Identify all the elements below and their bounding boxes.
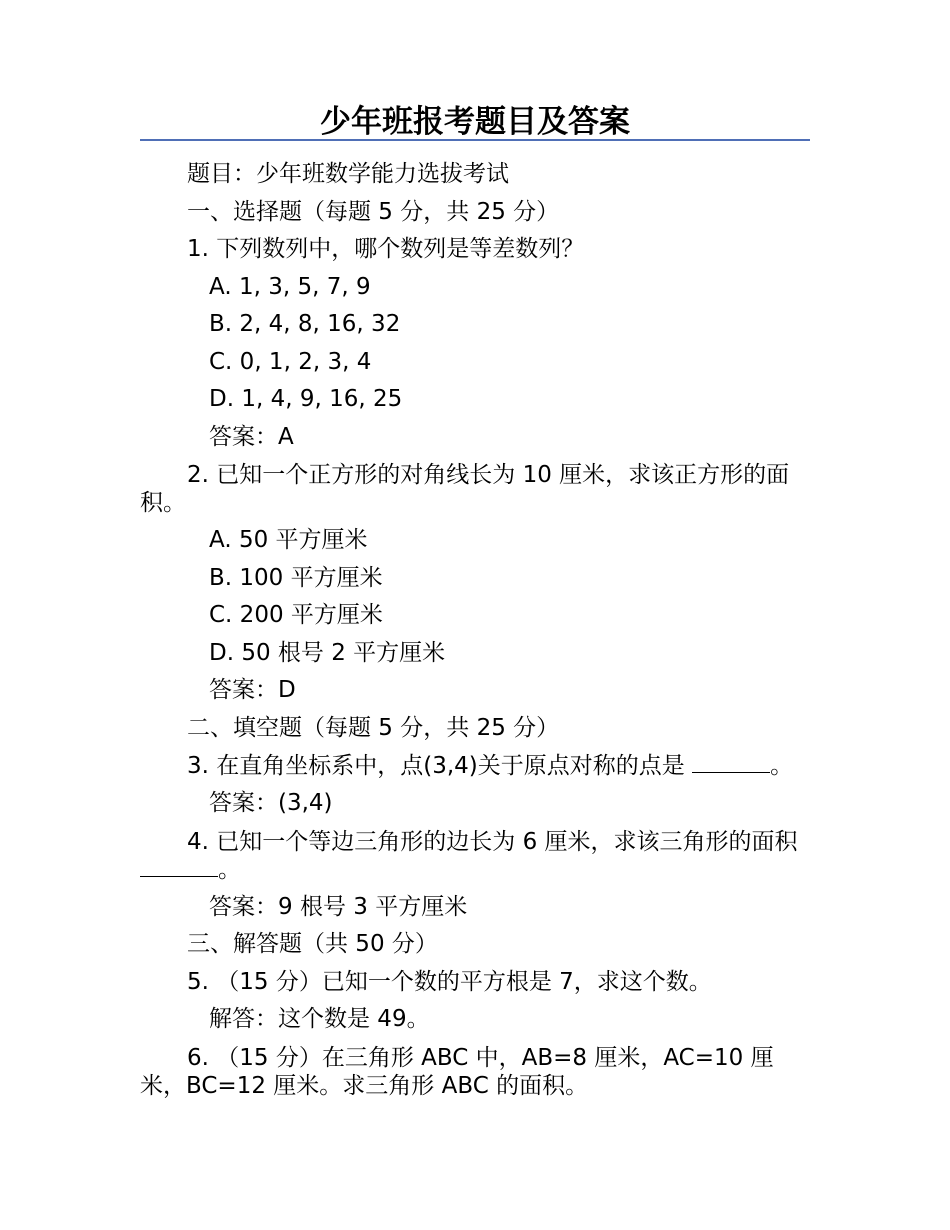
question-1-option-c: C. 0, 1, 2, 3, 4 xyxy=(209,348,372,375)
document-title: 少年班报考题目及答案 xyxy=(320,104,630,140)
question-4-answer: 答案：9 根号 3 平方厘米 xyxy=(209,893,468,920)
question-1-option-a: A. 1, 3, 5, 7, 9 xyxy=(209,273,371,300)
question-2-stem: 2. 已知一个正方形的对角线长为 10 厘米，求该正方形的面积。 xyxy=(140,462,790,516)
title-underline xyxy=(140,139,810,141)
question-3-stem xyxy=(140,747,812,785)
question-2-answer: 答案：D xyxy=(209,677,296,703)
question-2-option-a: A. 50 平方厘米 xyxy=(209,527,368,553)
question-1-option-b: B. 2, 4, 8, 16, 32 xyxy=(209,311,401,337)
question-6-stem: 6. （15 分）在三角形 ABC 中，AB=8 厘米，AC=10 厘米，BC=12 厘米。求三角形 ABC 的面积。 xyxy=(140,1044,774,1099)
question-1-stem: 1. 下列数列中，哪个数列是等差数列？ xyxy=(187,236,585,262)
question-1-answer: 答案：A xyxy=(209,423,294,450)
section-heading-choice: 一、选择题（每题 5 分，共 25 分） xyxy=(187,198,560,225)
question-4-text: 4. 已知一个等边三角形的边长为 6 厘米，求该三角形的面积 xyxy=(187,828,798,855)
subject-line: 题目：少年班数学能力选拔考试 xyxy=(187,161,509,187)
question-4-blank xyxy=(140,875,218,877)
question-1-option-d: D. 1, 4, 9, 16, 25 xyxy=(209,386,403,412)
question-4-end: 。 xyxy=(218,856,241,883)
section-heading-solve: 三、解答题（共 50 分） xyxy=(187,931,438,957)
question-3-text: 3. 在直角坐标系中，点(3,4)关于原点对称的点是 xyxy=(187,753,685,779)
question-3-end: 。 xyxy=(770,753,794,779)
question-5-stem: 5. （15 分）已知一个数的平方根是 7，求这个数。 xyxy=(187,968,712,995)
question-5-answer: 解答：这个数是 49。 xyxy=(209,1006,430,1032)
question-2-option-b: B. 100 平方厘米 xyxy=(209,564,383,591)
document-body xyxy=(140,156,812,1105)
question-3-blank xyxy=(692,771,770,773)
question-3-answer: 答案：(3,4) xyxy=(209,790,333,816)
question-4-stem xyxy=(140,823,812,889)
question-2-option-d: D. 50 根号 2 平方厘米 xyxy=(209,639,446,666)
question-2-option-c: C. 200 平方厘米 xyxy=(209,602,383,628)
section-heading-fill: 二、填空题（每题 5 分，共 25 分） xyxy=(187,714,560,741)
